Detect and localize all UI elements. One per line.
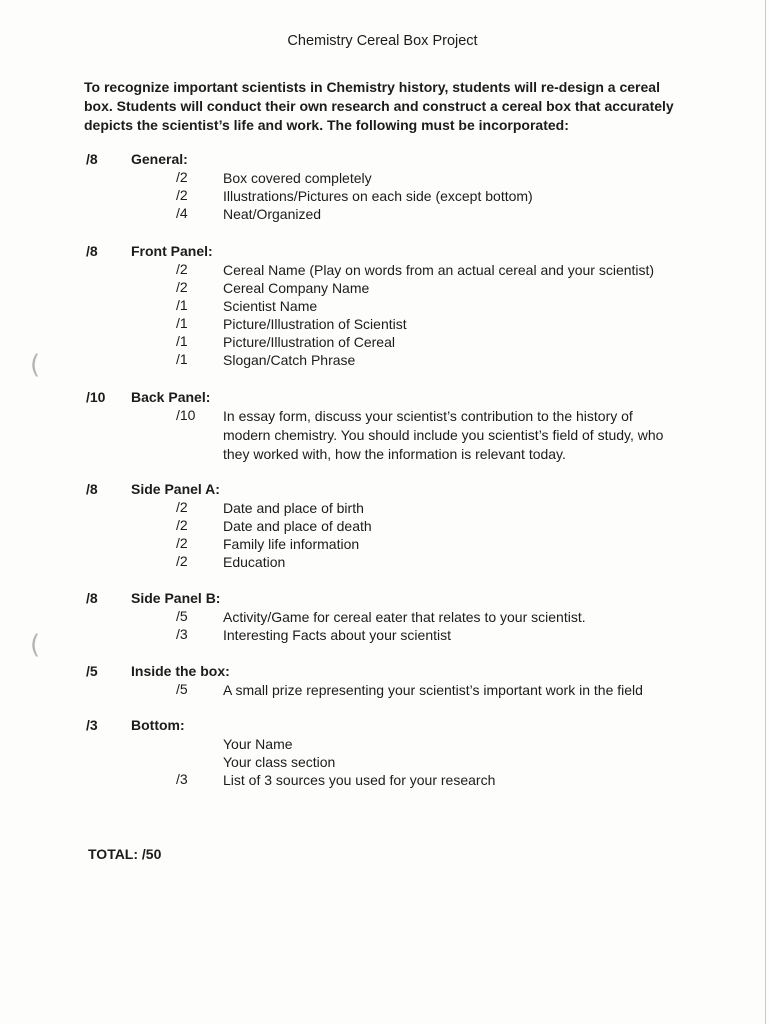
item-text: Family life information — [223, 536, 360, 552]
document-title: Chemistry Cereal Box Project — [287, 33, 478, 49]
item-points: /2 — [176, 553, 188, 569]
item-points: /4 — [176, 205, 188, 221]
scan-mark-upper: ( — [30, 350, 41, 380]
item-points: /5 — [176, 608, 188, 624]
item-text: Neat/Organized — [223, 206, 322, 222]
item-text: Interesting Facts about your scientist — [223, 627, 451, 643]
section-points: /3 — [86, 717, 98, 733]
scan-mark-lower: ( — [30, 630, 41, 660]
section-title: Side Panel A: — [131, 481, 220, 497]
section-title: Front Panel: — [131, 243, 213, 259]
item-text: Scientist Name — [223, 298, 318, 314]
section-title: Side Panel B: — [131, 590, 221, 606]
section-points: /8 — [86, 481, 98, 497]
item-text: In essay form, discuss your scientist’s contribution to the history of modern chemistry. You should include you scientist’s field of study, who they worked with, how the information is relevant today. — [223, 408, 664, 462]
section-title: General: — [131, 151, 188, 167]
item-points: /2 — [176, 261, 188, 277]
item-points: /1 — [176, 297, 188, 313]
item-points: /1 — [176, 315, 188, 331]
intro-paragraph: To recognize important scientists in Chemistry history, students will re-design a cereal box. Students will conduct their own research and construct a cereal box that accurately depicts the scientist’s life and work. The following must be incorporated: — [84, 79, 674, 133]
item-points: /2 — [176, 535, 188, 551]
section-title: Bottom: — [131, 717, 185, 733]
item-text: Date and place of birth — [223, 500, 364, 516]
total-score: TOTAL: /50 — [88, 846, 162, 862]
item-text: Your Name — [223, 736, 293, 752]
item-points: /5 — [176, 681, 188, 697]
item-points: /3 — [176, 626, 188, 642]
section-points: /8 — [86, 243, 98, 259]
item-text: Cereal Company Name — [223, 280, 370, 296]
item-text: Education — [223, 554, 286, 570]
item-text: A small prize representing your scientist’s important work in the field — [223, 682, 643, 698]
item-text: Box covered completely — [223, 170, 372, 186]
scan-edge-line — [765, 0, 766, 1024]
item-points: /10 — [176, 407, 196, 423]
item-points: /1 — [176, 351, 188, 367]
section-points: /10 — [86, 389, 106, 405]
section-points: /8 — [86, 590, 98, 606]
item-points: /2 — [176, 169, 188, 185]
item-text: Activity/Game for cereal eater that relates to your scientist. — [223, 609, 586, 625]
item-text: Illustrations/Pictures on each side (except bottom) — [223, 188, 533, 204]
section-title: Back Panel: — [131, 389, 211, 405]
item-text: Your class section — [223, 754, 336, 770]
item-text: Picture/Illustration of Scientist — [223, 316, 407, 332]
section-points: /5 — [86, 663, 98, 679]
item-text: Date and place of death — [223, 518, 372, 534]
item-text: List of 3 sources you used for your research — [223, 772, 496, 788]
section-title: Inside the box: — [131, 663, 230, 679]
item-points: /2 — [176, 517, 188, 533]
item-text: Slogan/Catch Phrase — [223, 352, 356, 368]
item-points: /1 — [176, 333, 188, 349]
section-points: /8 — [86, 151, 98, 167]
item-text: Cereal Name (Play on words from an actual cereal and your scientist) — [223, 262, 655, 278]
item-points: /2 — [176, 279, 188, 295]
item-points: /2 — [176, 499, 188, 515]
item-points: /3 — [176, 771, 188, 787]
item-points: /2 — [176, 187, 188, 203]
item-text: Picture/Illustration of Cereal — [223, 334, 395, 350]
